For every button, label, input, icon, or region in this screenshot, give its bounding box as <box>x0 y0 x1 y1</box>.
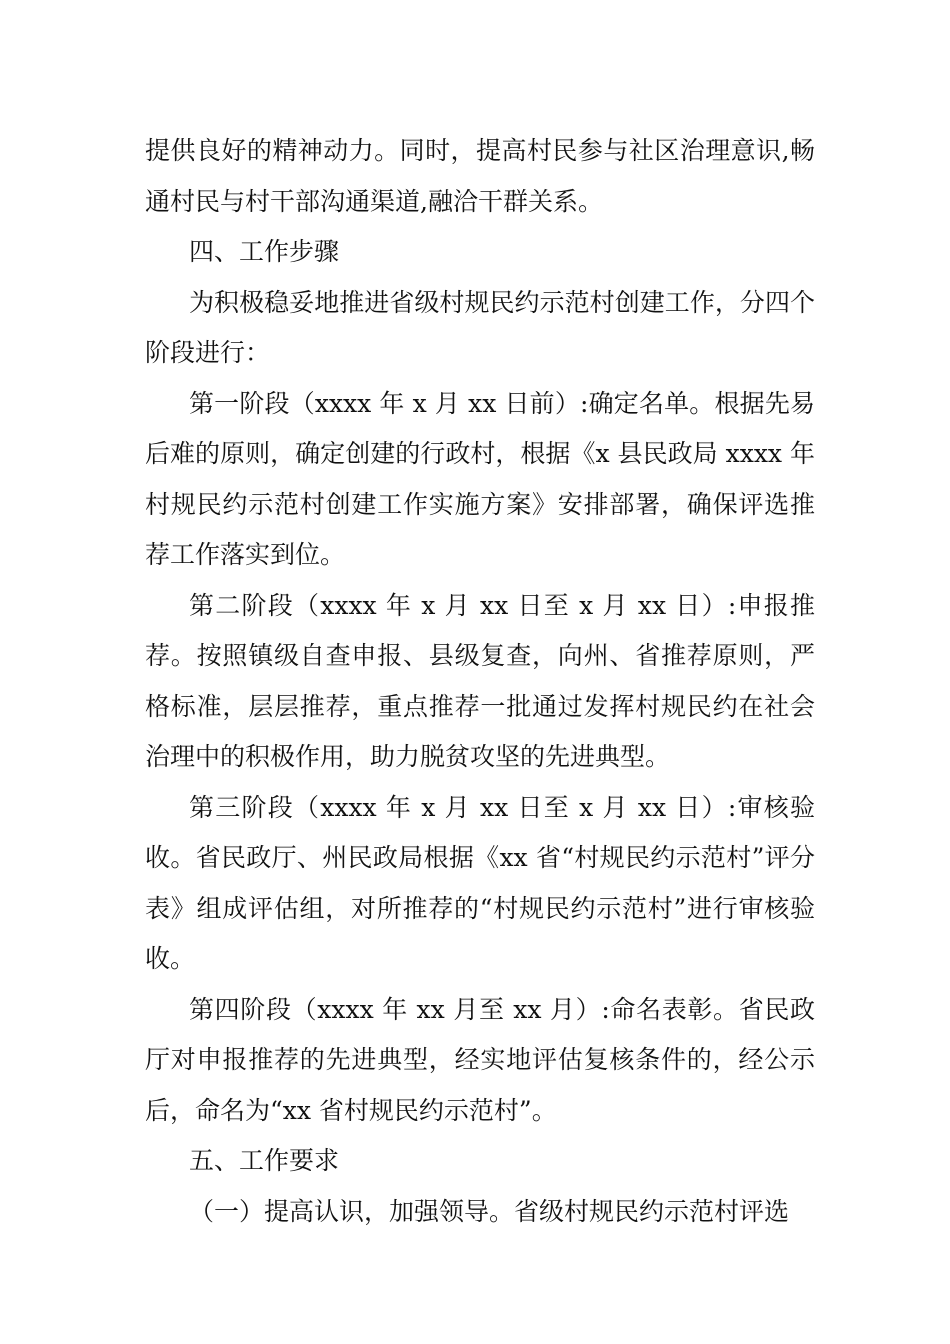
document-body <box>145 126 815 1237</box>
section-heading-work-requirements: 五、工作要求 <box>189 1146 340 1175</box>
paragraph-requirement-one: （一）提高认识，加强领导。省级村规民约示范村评选 <box>189 1196 790 1226</box>
paragraph-stage-one: 第一阶段（xxxx 年 x 月 xx 日前）:确定名单。根据先易后难的原则，确定创建的行政村，根据《x 县民政局 xxxx 年村规民约示范村创建工作实施方案》安排部署，确保评选推荐工作落实到位。 <box>145 388 815 569</box>
paragraph-continuation: 提供良好的精神动力。同时，提高村民参与社区治理意识,畅通村民与村干部沟通渠道,融洽干群关系。 <box>145 136 815 216</box>
paragraph-stage-two: 第二阶段（xxxx 年 x 月 xx 日至 x 月 xx 日）:申报推荐。按照镇级自查申报、县级复查，向州、省推荐原则，严格标准，层层推荐，重点推荐一批通过发挥村规民约在社会治理中的积极作用，助力脱贫攻坚的先进典型。 <box>145 590 815 771</box>
section-heading-work-steps: 四、工作步骤 <box>189 237 340 266</box>
paragraph-stage-four: 第四阶段（xxxx 年 xx 月至 xx 月）:命名表彰。省民政厅对申报推荐的先进典型，经实地评估复核条件的，经公示后，命名为“xx 省村规民约示范村”。 <box>145 994 815 1125</box>
paragraph-intro-stages: 为积极稳妥地推进省级村规民约示范村创建工作，分四个阶段进行： <box>145 287 815 367</box>
paragraph-stage-three: 第三阶段（xxxx 年 x 月 xx 日至 x 月 xx 日）:审核验收。省民政厅、州民政局根据《xx 省“村规民约示范村”评分表》组成评估组，对所推荐的“村规民约示范村”进行审核验收。 <box>145 792 815 973</box>
